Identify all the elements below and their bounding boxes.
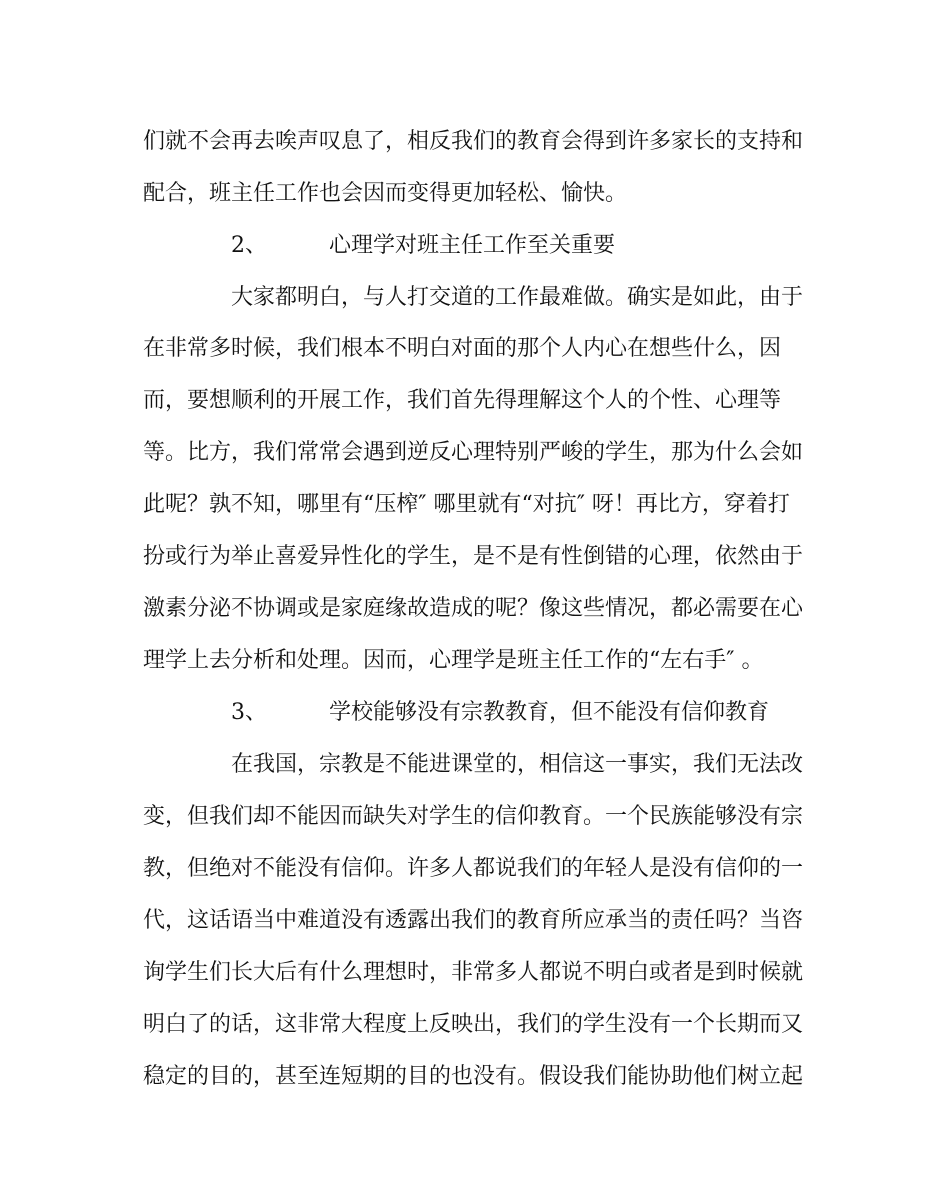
- paragraph2-line: 大家都明白，与人打交道的工作最难做。确实是如此，由于: [231, 285, 804, 310]
- section-heading-text: 学校能够没有宗教教育，但不能没有信仰教育: [329, 700, 770, 725]
- paragraph1-line: 们就不会再去唉声叹息了，相反我们的教育会得到许多家长的支持和: [143, 129, 804, 154]
- paragraph3-line: 在我国，宗教是不能进课堂的，相信这一事实，我们无法改: [231, 752, 804, 777]
- paragraph2-line: 扮或行为举止喜爱异性化的学生，是不是有性倒错的心理，依然由于: [143, 544, 804, 569]
- paragraph3-line: 明白了的话，这非常大程度上反映出，我们的学生没有一个长期而又: [143, 1012, 804, 1037]
- paragraph3-line: 稳定的目的，甚至连短期的目的也没有。假设我们能协助他们树立起: [143, 1064, 804, 1089]
- section-heading-text: 心理学对班主任工作至关重要: [329, 233, 616, 258]
- paragraph1-line: 配合，班主任工作也会因而变得更加轻松、愉快。: [143, 181, 628, 206]
- section-heading-number: 2、: [231, 233, 267, 258]
- paragraph2-line: 等。比方，我们常常会遇到逆反心理特别严峻的学生，那为什么会如: [143, 440, 804, 465]
- paragraph2-line: 此呢？孰不知，哪里有“压榨″ 哪里就有“对抗″ 呀！再比方，穿着打: [143, 492, 790, 517]
- paragraph2-line: 理学上去分析和处理。因而，心理学是班主任工作的“左右手″ 。: [143, 648, 764, 673]
- section-heading-number: 3、: [231, 700, 267, 725]
- paragraph3-line: 教，但绝对不能没有信仰。许多人都说我们的年轻人是没有信仰的一: [143, 856, 804, 881]
- paragraph2-line: 激素分泌不协调或是家庭缘故造成的呢？像这些情况，都必需要在心: [143, 596, 804, 621]
- paragraph2-line: 而，要想顺利的开展工作，我们首先得理解这个人的个性、心理等: [143, 388, 782, 413]
- paragraph3-line: 询学生们长大后有什么理想时，非常多人都说不明白或者是到时候就: [143, 960, 804, 985]
- paragraph3-line: 代，这话语当中难道没有透露出我们的教育所应承当的责任吗？当咨: [143, 908, 804, 933]
- paragraph2-line: 在非常多时候，我们根本不明白对面的那个人内心在想些什么，因: [143, 336, 782, 361]
- paragraph3-line: 变，但我们却不能因而缺失对学生的信仰教育。一个民族能够没有宗: [143, 804, 804, 829]
